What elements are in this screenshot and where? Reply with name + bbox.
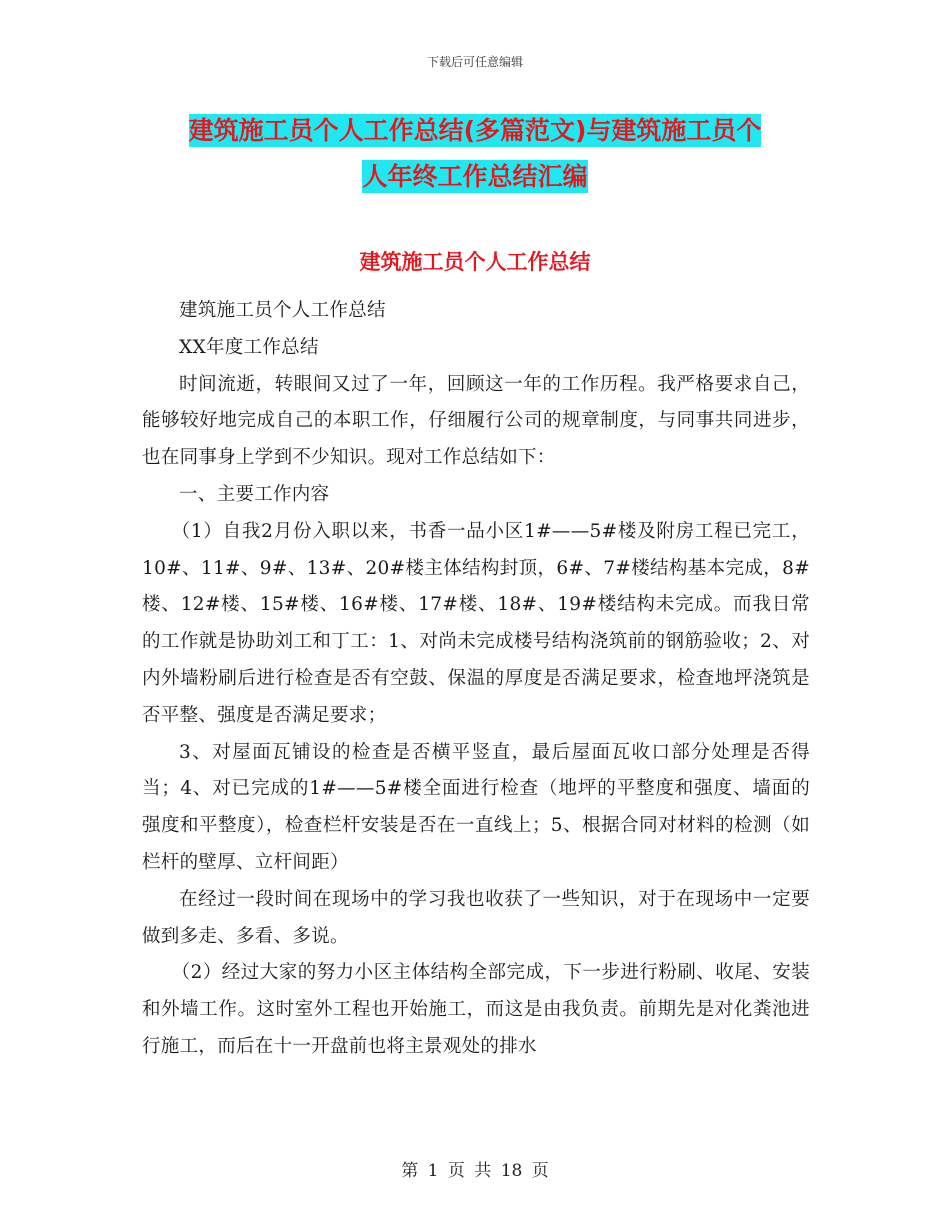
- paragraph-item-1: （1）自我2月份入职以来，书香一品小区1#——5#楼及附房工程已完工，10#、11#、9#、13#、20#楼主体结构封顶，6#、7#楼结构基本完成，8#楼、12#楼、15#楼、16#楼、17#楼、18#、19#楼结构未完成。而我日常的工作就是协助刘工和丁工：1、对尚未完成楼号结构浇筑前的钢筋验收；2、对内外墙粉刷后进行检查是否有空鼓、保温的厚度是否满足要求，检查地坪浇筑是否平整、强度是否满足要求；: [142, 520, 810, 726]
- main-title-line-2: 人年终工作总结汇编: [362, 162, 588, 191]
- paragraph-item-1-continued: 3、对屋面瓦铺设的检查是否横平竖直，最后屋面瓦收口部分处理是否得当；4、对已完成的1#——5#楼全面进行检查（地坪的平整度和强度、墙面的强度和平整度），检查栏杆安装是否在一直线上；5、根据合同对材料的检测（如栏杆的壁厚、立杆间距）: [142, 741, 810, 873]
- paragraph-subheading: XX年度工作总结: [179, 336, 319, 358]
- paragraph-intro: 时间流逝，转眼间又过了一年，回顾这一年的工作历程。我严格要求自己，能够较好地完成自己的本职工作，仔细履行公司的规章制度，与同事共同进步，也在同事身上学到不少知识。现对工作总结如下：: [142, 373, 810, 469]
- main-title-line-1: 建筑施工员个人工作总结(多篇范文)与建筑施工员个: [188, 116, 762, 145]
- header-note: 下载后可任意编辑: [426, 55, 523, 69]
- paragraph-item-2: （2）经过大家的努力小区主体结构全部完成，下一步进行粉刷、收尾、安装和外墙工作。这时室外工程也开始施工，而这是由我负责。前期先是对化粪池进行施工，而后在十一开盘前也将主景观处的排水: [142, 962, 810, 1057]
- paragraph-heading: 建筑施工员个人工作总结: [179, 300, 386, 321]
- paragraph-section-heading: 一、主要工作内容: [179, 483, 330, 505]
- document-main-title: [140, 108, 810, 200]
- section-title: 建筑施工员个人工作总结: [359, 250, 591, 274]
- paragraph-learning: 在经过一段时间在现场中的学习我也收获了一些知识，对于在现场中一定要做到多走、多看、多说。: [142, 888, 810, 947]
- document-body: [142, 293, 810, 1066]
- page-footer: 第 1 页 共 18 页: [401, 1161, 549, 1181]
